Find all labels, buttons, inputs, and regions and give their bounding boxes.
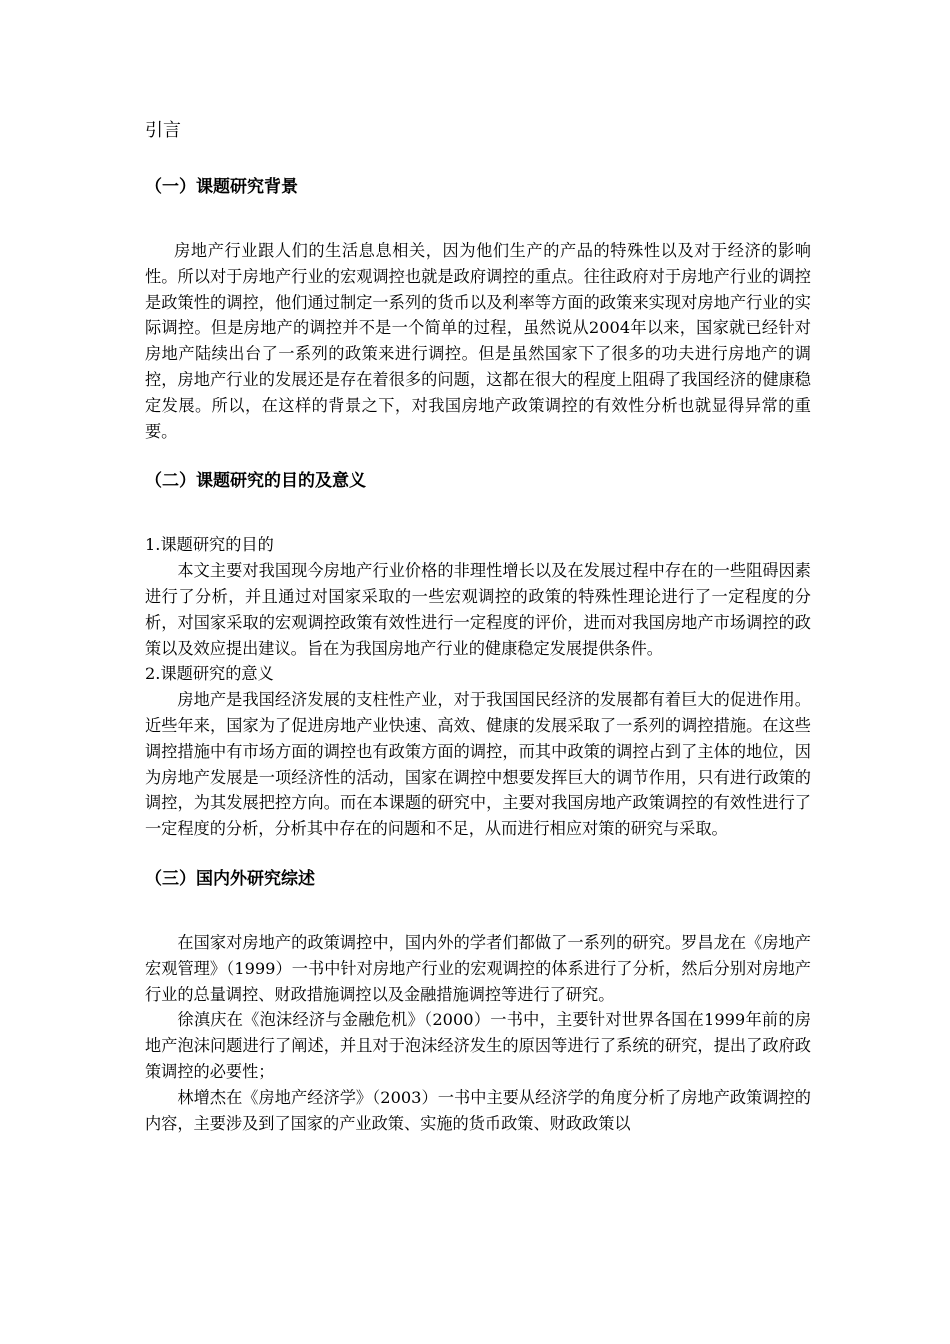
document-title: 引言 <box>145 120 181 141</box>
section-heading-review: （三）国内外研究综述 <box>145 868 315 889</box>
document-page <box>145 118 811 1136</box>
section-heading-background: （一）课题研究背景 <box>145 177 298 197</box>
paragraph-review-2: 徐滇庆在《泡沫经济与金融危机》（2000）一书中，主要针对世界各国在1999年前的房地产泡沫问题进行了阐述，并且对于泡沫经济发生的原因等进行了系统的研究，提出了政府政策调控的必要性； <box>145 1010 811 1081</box>
paragraph-review-3: 林增杰在《房地产经济学》（2003）一书中主要从经济学的角度分析了房地产政策调控的内容，主要涉及到了国家的产业政策、实施的货币政策、财政政策以 <box>145 1087 811 1133</box>
paragraph-review-1: 在国家对房地产的政策调控中，国内外的学者们都做了一系列的研究。罗昌龙在《房地产宏观管理》（1999）一书中针对房地产行业的宏观调控的体系进行了分析，然后分别对房地产行业的总量调控、财政措施调控以及金融措施调控等进行了研究。 <box>145 932 811 1004</box>
subsection-label-significance: 2.课题研究的意义 <box>145 664 274 684</box>
paragraph-background: 房地产行业跟人们的生活息息相关，因为他们生产的产品的特殊性以及对于经济的影响性。所以对于房地产行业的宏观调控也就是政府调控的重点。往往政府对于房地产行业的调控是政策性的调控，他们通过制定一系列的货币以及利率等方面的政策来实现对房地产行业的实际调控。但是房地产的调控并不是一个简单的过程，虽然说从2004年以来，国家就已经针对房地产陆续出台了一系列的政策来进行调控。但是虽然国家下了很多的功夫进行房地产的调控，房地产行业的发展还是存在着很多的问题，这都在很大的程度上阻碍了我国经济的健康稳定发展。所以，在这样的背景之下，对我国房地产政策调控的有效性分析也就显得异常的重要。 <box>145 241 811 441</box>
section-heading-purpose: （二）课题研究的目的及意义 <box>145 471 366 492</box>
paragraph-significance: 房地产是我国经济发展的支柱性产业，对于我国国民经济的发展都有着巨大的促进作用。近些年来，国家为了促进房地产业快速、高效、健康的发展采取了一系列的调控措施。在这些调控措施中有市场方面的调控也有政策方面的调控，而其中政策的调控占到了主体的地位，因为房地产发展是一项经济性的活动，国家在调控中想要发挥巨大的调节作用，只有进行政策的调控，为其发展把控方向。而在本课题的研究中，主要对我国房地产政策调控的有效性进行了一定程度的分析，分析其中存在的问题和不足，从而进行相应对策的研究与采取。 <box>145 690 811 839</box>
paragraph-purpose: 本文主要对我国现今房地产行业价格的非理性增长以及在发展过程中存在的一些阻碍因素进行了分析，并且通过对国家采取的一些宏观调控的政策的特殊性理论进行了一定程度的分析，对国家采取的宏观调控政策有效性进行一定程度的评价，进而对我国房地产市场调控的政策以及效应提出建议。旨在为我国房地产行业的健康稳定发展提供条件。 <box>145 561 811 658</box>
subsection-label-purpose: 1.课题研究的目的 <box>145 535 274 555</box>
